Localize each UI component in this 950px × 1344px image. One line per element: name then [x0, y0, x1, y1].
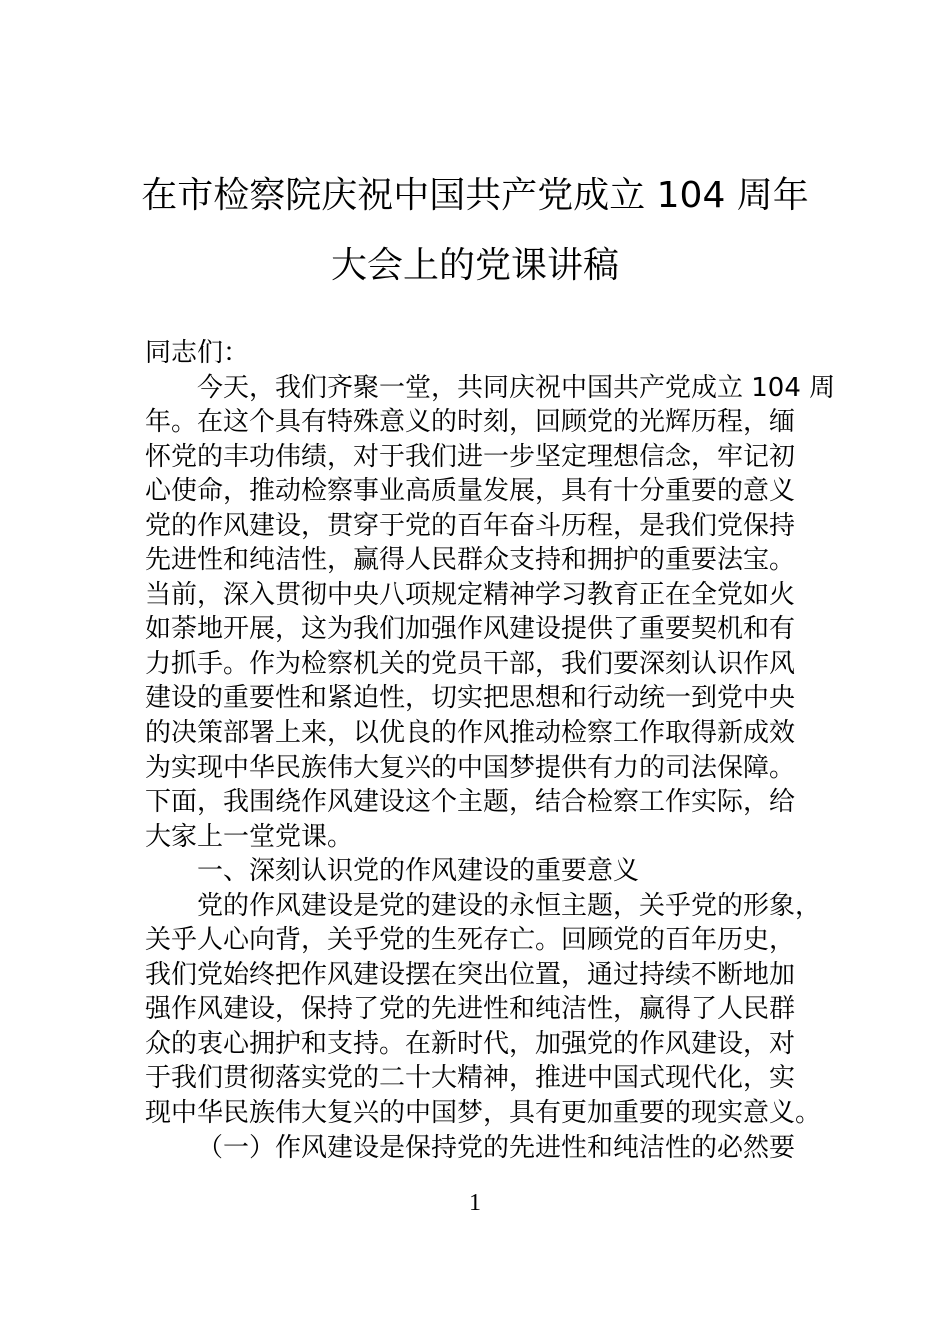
document-body	[145, 336, 845, 1165]
paragraph-1-line: 心使命，推动检察事业高质量发展，具有十分重要的意义	[145, 476, 796, 507]
paragraph-2-line: 众的衷心拥护和支持。在新时代，加强党的作风建设，对	[145, 1028, 796, 1059]
paragraph-1-line: 年。在这个具有特殊意义的时刻，回顾党的光辉历程，缅	[145, 407, 796, 438]
paragraph-1-line: 当前，深入贯彻中央八项规定精神学习教育正在全党如火	[145, 579, 796, 610]
paragraph-1-line: 大家上一堂党课。	[145, 821, 354, 852]
paragraph-2-line: 党的作风建设是党的建设的永恒主题，关乎党的形象，	[197, 890, 822, 921]
paragraph-2-line: 现中华民族伟大复兴的中国梦，具有更加重要的现实意义。	[145, 1098, 822, 1129]
subsection-heading-1: （一）作风建设是保持党的先进性和纯洁性的必然要	[197, 1132, 796, 1163]
paragraph-1-line: 先进性和纯洁性，赢得人民群众支持和拥护的重要法宝。	[145, 545, 796, 576]
paragraph-1-line: 怀党的丰功伟绩，对于我们进一步坚定理想信念，牢记初	[145, 441, 796, 472]
document-title-line-1: 在市检察院庆祝中国共产党成立 104 周年	[141, 175, 809, 216]
paragraph-2-line: 我们党始终把作风建设摆在突出位置，通过持续不断地加	[145, 959, 796, 990]
paragraph-2-line: 强作风建设，保持了党的先进性和纯洁性，赢得了人民群	[145, 994, 796, 1025]
paragraph-1-line: 建设的重要性和紧迫性，切实把思想和行动统一到党中央	[145, 683, 796, 714]
paragraph-2-line: 于我们贯彻落实党的二十大精神，推进中国式现代化，实	[145, 1063, 796, 1094]
page-number: 1	[469, 1190, 481, 1216]
document-title-line-2: 大会上的党课讲稿	[330, 245, 619, 286]
paragraph-1-line: 的决策部署上来，以优良的作风推动检察工作取得新成效	[145, 718, 796, 749]
paragraph-1-line: 如荼地开展，这为我们加强作风建设提供了重要契机和有	[145, 614, 796, 645]
salutation: 同志们：	[145, 338, 250, 368]
paragraph-1-line: 今天，我们齐聚一堂，共同庆祝中国共产党成立 104 周	[197, 372, 836, 403]
paragraph-1-line: 党的作风建设，贯穿于党的百年奋斗历程，是我们党保持	[145, 510, 796, 541]
section-heading-1: 一、深刻认识党的作风建设的重要意义	[197, 856, 640, 887]
paragraph-1-line: 力抓手。作为检察机关的党员干部，我们要深刻认识作风	[145, 648, 796, 679]
paragraph-2-line: 关乎人心向背，关乎党的生死存亡。回顾党的百年历史，	[145, 925, 796, 956]
paragraph-1-line: 下面，我围绕作风建设这个主题，结合检察工作实际，给	[145, 787, 796, 818]
paragraph-1-line: 为实现中华民族伟大复兴的中国梦提供有力的司法保障。	[145, 752, 796, 783]
